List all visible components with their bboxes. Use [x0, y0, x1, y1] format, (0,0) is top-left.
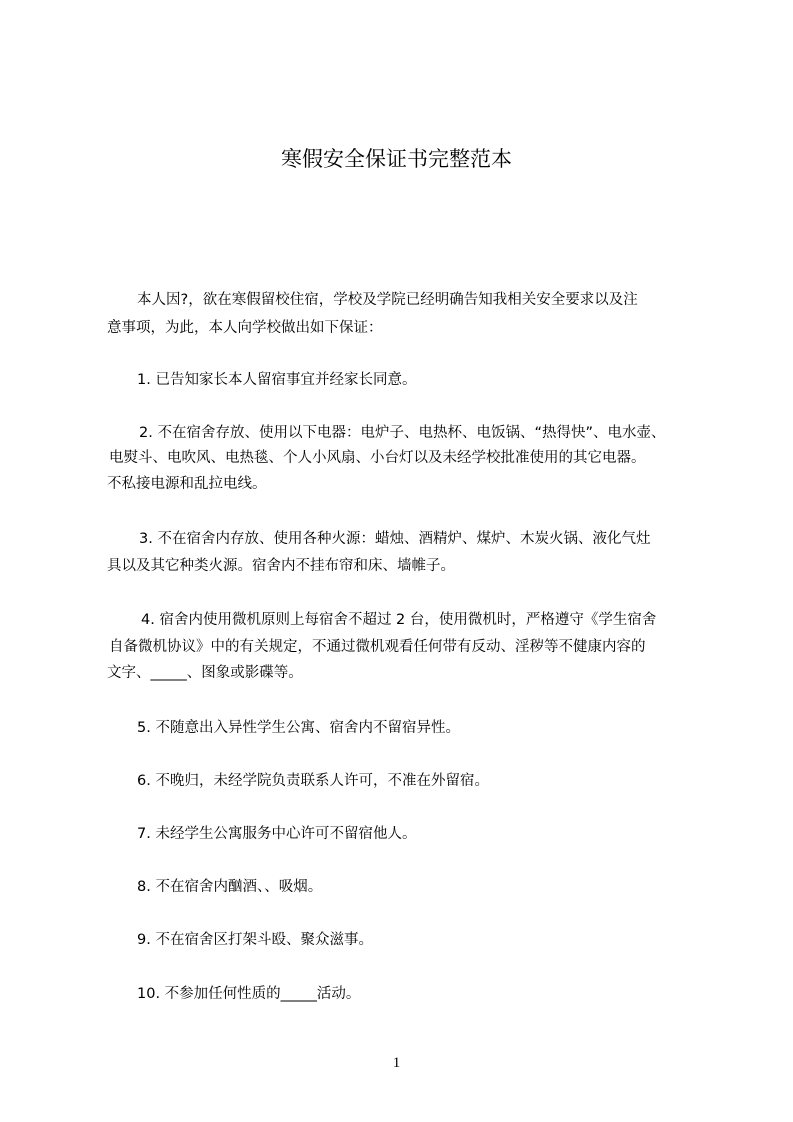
paragraph-1-line: 本人因?，欲在寒假留校住宿，学校及学院已经明确告知我相关安全要求以及注 — [137, 292, 638, 308]
paragraph-5-line: 文字、_____、图象或影碟等。 — [107, 665, 303, 681]
paragraph-3-line: 不私接电源和乱拉电线。 — [107, 476, 267, 492]
paragraph-3-line: 电熨斗、电吹风、电热毯、个人小风扇、小台灯以及未经学校批准使用的其它电器。 — [109, 450, 646, 466]
paragraph-1-line: 意事项，为此，本人向学校做出如下保证： — [107, 320, 383, 336]
paragraph-5-line: 自备微机协议》中的有关规定，不通过微机观看任何带有反动、淫秽等不健康内容的 — [109, 639, 646, 655]
paragraph-9-line: 8. 不在宿舍内酗酒、、吸烟。 — [137, 879, 323, 895]
paragraph-6-line: 5. 不随意出入异性学生公寓、宿舍内不留宿异性。 — [137, 720, 460, 736]
paragraph-4-line: 3. 不在宿舍内存放、使用各种火源：蜡烛、酒精炉、煤炉、木炭火锅、液化气灶 — [139, 531, 651, 547]
paragraph-4-line: 具以及其它种类火源。宿舍内不挂布帘和床、墙帷子。 — [107, 558, 455, 574]
paragraph-2-line: 1. 已告知家长本人留宿事宜并经家长同意。 — [137, 372, 417, 388]
paragraph-3-line: 2. 不在宿舍存放、使用以下电器：电炉子、电热杯、电饭锅、“热得快”、电水壶、 — [139, 425, 666, 441]
paragraph-5-line: 4. 宿舍内使用微机原则上每宿舍不超过 2 台，使用微机时，严格遵守《学生宿舍 — [141, 612, 657, 628]
paragraph-11-line: 10. 不参加任何性质的_____活动。 — [137, 986, 361, 1002]
paragraph-7-line: 6. 不晚归，未经学院负责联系人许可，不准在外留宿。 — [137, 773, 489, 789]
document-title: 寒假安全保证书完整范本 — [281, 147, 512, 171]
paragraph-8-line: 7. 未经学生公寓服务中心许可不留宿他人。 — [137, 826, 417, 842]
paragraph-10-line: 9. 不在宿舍区打架斗殴、聚众滋事。 — [137, 932, 373, 948]
page-number: 1 — [392, 1055, 401, 1071]
